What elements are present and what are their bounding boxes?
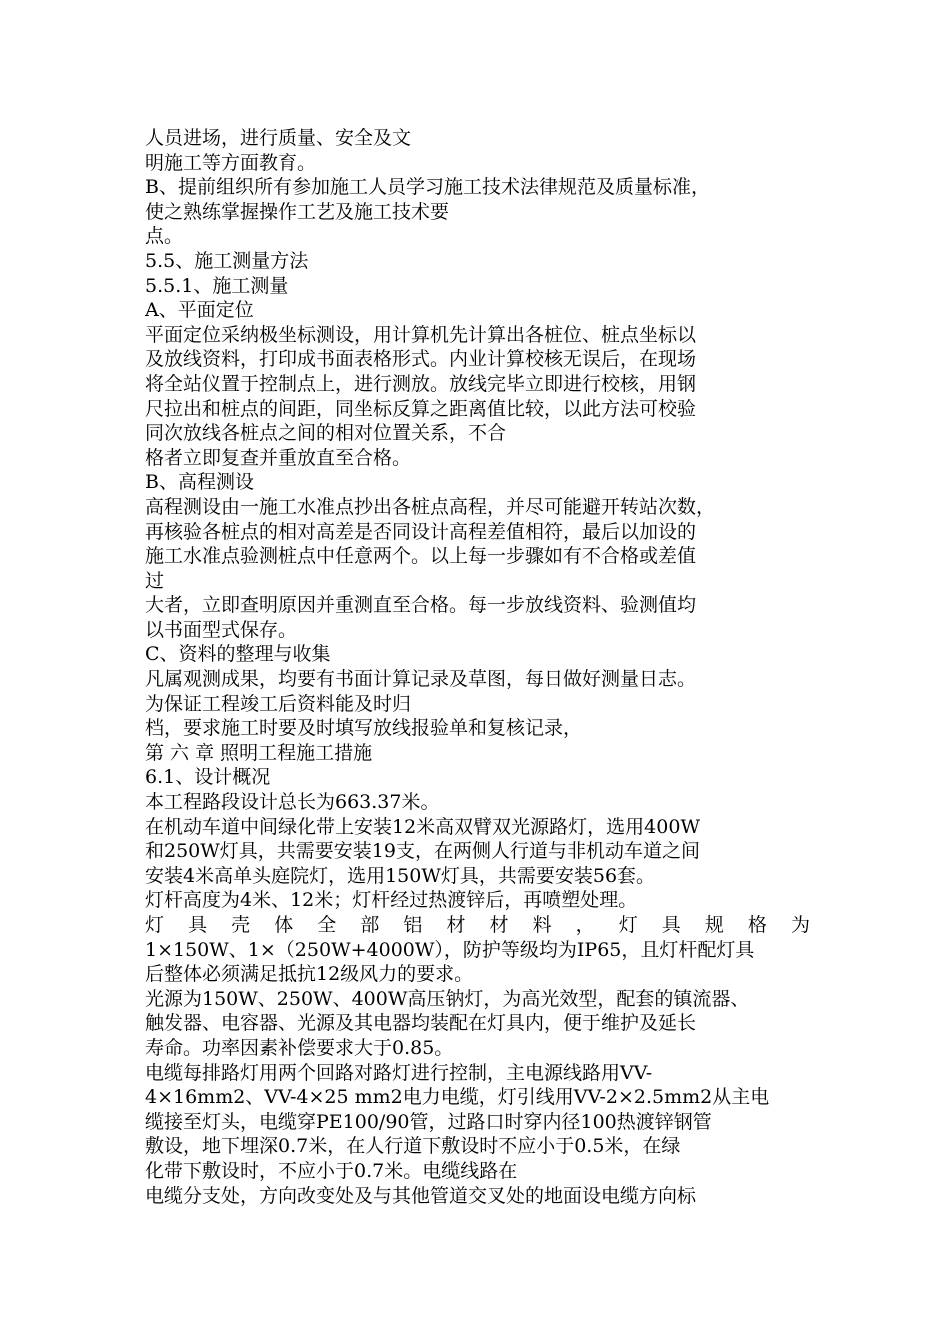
section-heading-5-5: 5.5、施工测量方法 xyxy=(145,249,309,272)
subheading-a: A、平面定位 xyxy=(145,299,254,322)
text-line-28: 本工程路段设计总长为663.37米。 xyxy=(145,791,440,814)
text-line-21: 以书面型式保存。 xyxy=(145,618,298,641)
text-line-42: 敷设，地下埋深0.7米，在人行道下敷设时不应小于0.5米，在绿 xyxy=(145,1135,681,1158)
text-line-13: 同次放线各桩点之间的相对位置关系，不合 xyxy=(145,422,507,445)
text-line-38: 寿命。功率因素补偿要求大于0.85。 xyxy=(145,1036,454,1059)
text-line-16: 高程测设由一施工水准点抄出各桩点高程，并尽可能避开转站次数， xyxy=(145,495,716,518)
text-line-1: 人员进场，进行质量、安全及文 xyxy=(145,127,412,149)
text-line-17: 再核验各桩点的相对高差是否同设计高程差值相符，最后以加设的 xyxy=(145,520,697,543)
text-line-4: 使之熟练掌握操作工艺及施工技术要 xyxy=(145,200,450,223)
text-line-35: 后整体必须满足抵抗12级风力的要求。 xyxy=(145,963,474,986)
text-line-29: 在机动车道中间绿化带上安装12米高双臂双光源路灯，选用400W xyxy=(145,815,700,838)
text-line-32: 灯杆高度为4米、12米；灯杆经过热渡锌后，再喷塑处理。 xyxy=(145,889,638,912)
text-line-10: 及放线资料，打印成书面表格形式。内业计算校核无误后，在现场 xyxy=(145,348,697,371)
document-body xyxy=(145,126,810,1208)
text-line-43: 化带下敷设时，不应小于0.7米。电缆线路在 xyxy=(145,1159,518,1182)
text-line-19: 过 xyxy=(145,569,165,592)
section-heading-6-1: 6.1、设计概况 xyxy=(145,766,271,789)
chapter-heading-6: 第 六 章 照明工程施工措施 xyxy=(145,741,373,764)
text-line-12: 尺拉出和桩点的间距，同坐标反算之距离值比较，以此方法可校验 xyxy=(145,397,697,420)
text-line-37: 触发器、电容器、光源及其电器均装配在灯具内，便于维护及延长 xyxy=(145,1012,697,1035)
text-line-3: B、提前组织所有参加施工人员学习施工技术法律规范及质量标准， xyxy=(145,176,710,199)
text-line-9: 平面定位采纳极坐标测设，用计算机先计算出各桩位、桩点坐标以 xyxy=(145,323,697,346)
text-line-44: 电缆分支处，方向改变处及与其他管道交叉处的地面设电缆方向标 xyxy=(145,1184,697,1207)
text-line-30: 和250W灯具，共需要安装19支，在两侧人行道与非机动车道之间 xyxy=(145,840,700,863)
text-line-14: 格者立即复查并重放直至合格。 xyxy=(145,446,412,469)
text-line-33: 灯具壳体全部铝材材料，灯具规格为 xyxy=(145,914,810,936)
text-line-31: 安装4米高单头庭院灯，选用150W灯具，共需要安装56套。 xyxy=(145,864,656,887)
text-line-41: 缆接至灯头，电缆穿PE100/90管，过路口时穿内径100热渡锌钢管 xyxy=(145,1110,712,1133)
text-line-39: 电缆每排路灯用两个回路对路灯进行控制，主电源线路用VV- xyxy=(145,1061,653,1084)
text-line-25: 档，要求施工时要及时填写放线报验单和复核记录， xyxy=(145,717,583,740)
text-line-23: 凡属观测成果，均要有书面计算记录及草图，每日做好测量日志。 xyxy=(145,668,697,691)
text-line-36: 光源为150W、250W、400W高压钠灯，为高光效型，配套的镇流器、 xyxy=(145,987,750,1010)
subheading-c: C、资料的整理与收集 xyxy=(145,643,331,666)
text-line-20: 大者，立即查明原因并重测直至合格。每一步放线资料、验测值均 xyxy=(145,594,697,617)
text-line-2: 明施工等方面教育。 xyxy=(145,151,317,174)
text-line-24: 为保证工程竣工后资料能及时归 xyxy=(145,692,412,715)
section-heading-5-5-1: 5.5.1、施工测量 xyxy=(145,274,289,297)
text-line-11: 将全站仪置于控制点上，进行测放。放线完毕立即进行校核，用钢 xyxy=(145,372,697,395)
text-line-34: 1×150W、1×（250W+4000W），防护等级均为IP65，且灯杆配灯具 xyxy=(145,938,755,961)
text-line-5: 点。 xyxy=(145,225,184,248)
text-line-18: 施工水准点验测桩点中任意两个。以上每一步骤如有不合格或差值 xyxy=(145,545,697,568)
text-line-40: 4×16mm2、VV-4×25 mm2电力电缆，灯引线用VV-2×2.5mm2从主电 xyxy=(145,1086,770,1109)
subheading-b: B、高程测设 xyxy=(145,471,254,494)
